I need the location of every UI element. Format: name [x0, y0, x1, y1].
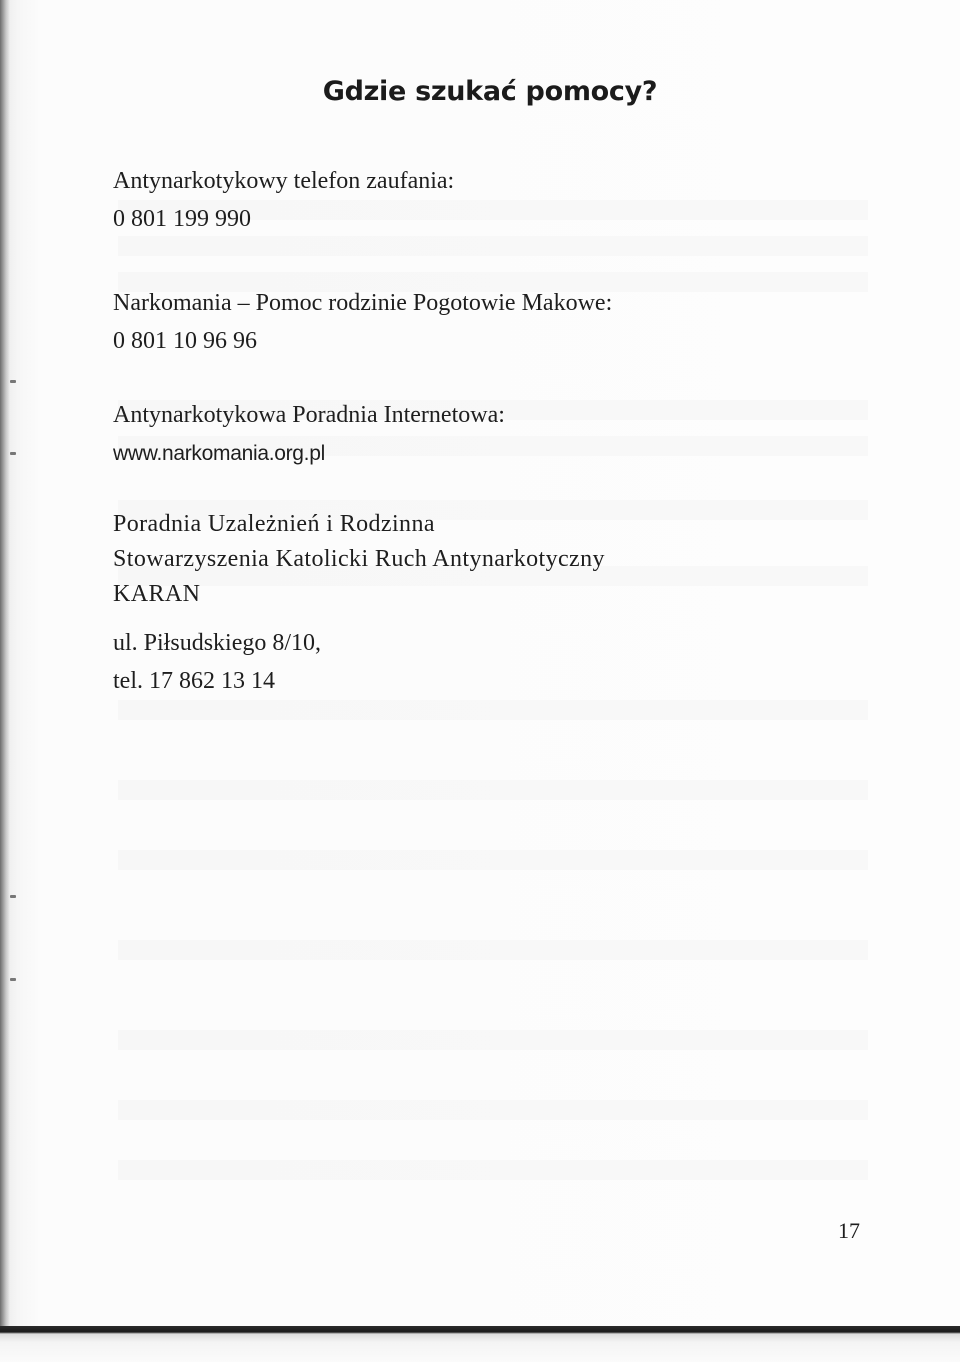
page-title: Gdzie szukać pomocy? [322, 76, 658, 107]
page-number: 17 [838, 1218, 860, 1243]
karan-phone: tel. 17 862 13 14 [113, 668, 275, 694]
family-help-label: Narkomania – Pomoc rodzinie Pogotowie Makowe: [113, 290, 613, 316]
karan-line-3: KARAN [113, 581, 201, 607]
family-help-number: 0 801 10 96 96 [113, 328, 257, 354]
karan-line-2: Stowarzyszenia Katolicki Ruch Antynarkotyczny [113, 546, 605, 572]
online-clinic-label: Antynarkotykowa Poradnia Internetowa: [113, 402, 505, 428]
helpline-number: 0 801 199 990 [113, 206, 251, 232]
karan-line-1: Poradnia Uzależnień i Rodzinna [113, 511, 435, 537]
scan-bottom-edge [0, 1326, 960, 1362]
helpline-label: Antynarkotykowy telefon zaufania: [113, 168, 455, 194]
karan-address: ul. Piłsudskiego 8/10, [113, 630, 322, 656]
online-clinic-url: www.narkomania.org.pl [113, 442, 325, 465]
